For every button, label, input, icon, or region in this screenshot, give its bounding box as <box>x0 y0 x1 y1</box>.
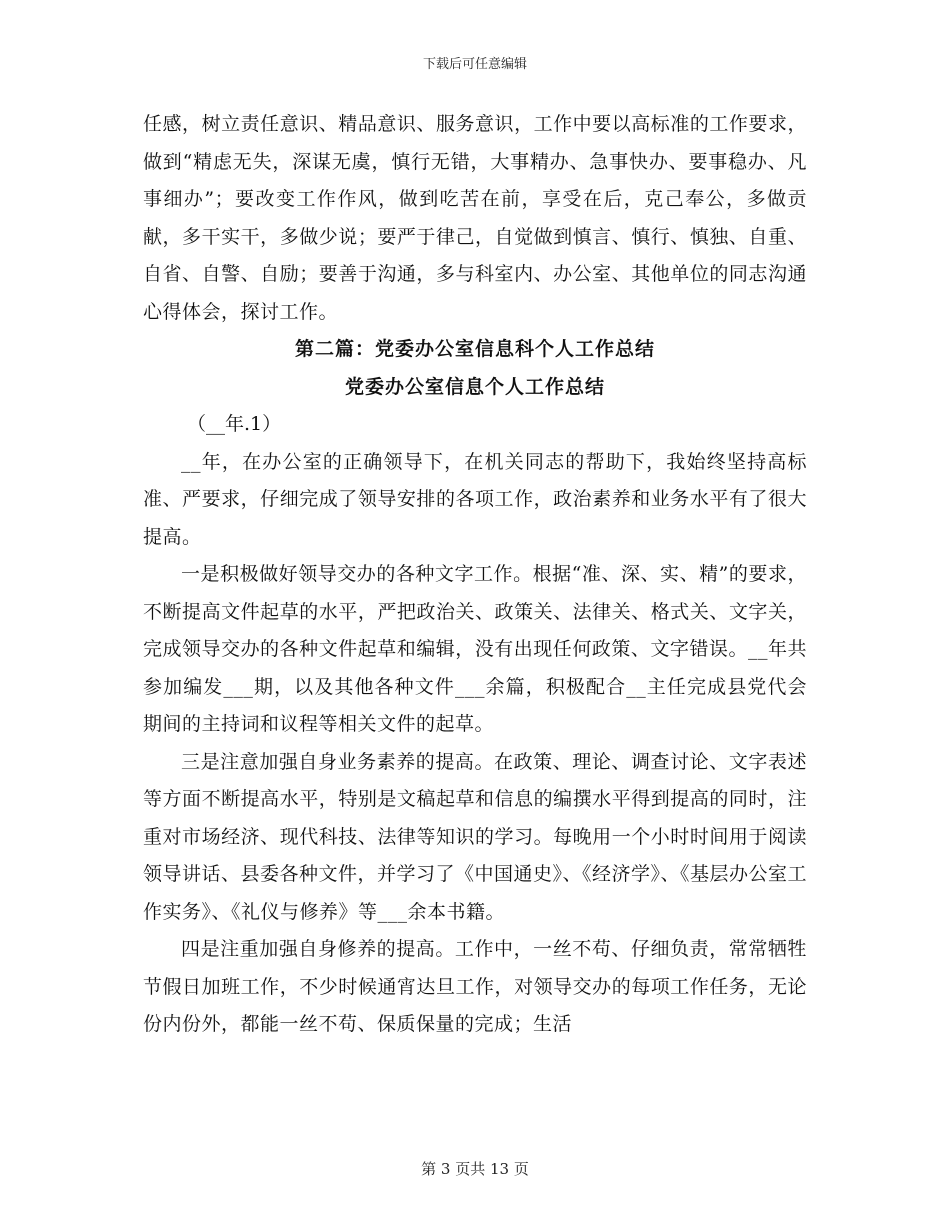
page-header-note: 下载后可任意编辑 <box>422 57 527 72</box>
page-number: 第 3 页共 13 页 <box>421 1160 529 1178</box>
paragraph-self-cultivation: 四是注重加强自身修养的提高。工作中，一丝不苟、仔细负责，常常牺牲节假日加班工作，不少时候通宵达旦工作，对领导交办的每项工作任务，无论份内份外，都能一丝不苟、保质保量的完成；生活 <box>143 938 807 1035</box>
paragraph-professional-study: 三是注意加强自身业务素养的提高。在政策、理论、调查讨论、文字表述等方面不断提高水平，特别是文稿起草和信息的编撰水平得到提高的同时，注重对市场经济、现代科技、法律等知识的学习。每晚用一个小时时间用于阅读领导讲话、县委各种文件，并学习了《中国通史》、《经济学》、《基层办公室工作实务》、《礼仪与修养》等___余本书籍。 <box>143 750 808 923</box>
section-heading: 第二篇：党委办公室信息科个人工作总结 <box>294 338 655 360</box>
date-line: （__年.1） <box>187 413 282 435</box>
document-title: 党委办公室信息个人工作总结 <box>344 375 605 398</box>
paragraph-writing-work: 一是积极做好领导交办的各种文字工作。根据“准、深、实、精”的要求，不断提高文件起草的水平，严把政治关、政策关、法律关、格式关、文字关，完成领导交办的各种文件起草和编辑，没有出现任何政策、文字错误。__年共参加编发___期，以及其他各种文件___余篇，积极配合__主任完成县党代会期间的主持词和议程等相关文件的起草。 <box>143 563 807 735</box>
document-body <box>143 106 807 1044</box>
paragraph-overview: __年，在办公室的正确领导下，在机关同志的帮助下，我始终坚持高标准、严要求，仔细完成了领导安排的各项工作，政治素养和业务水平有了很大提高。 <box>143 450 807 548</box>
intro-paragraph: 任感，树立责任意识、精品意识、服务意识，工作中要以高标准的工作要求，做到“精虑无失，深谋无虞，慎行无错，大事精办、急事快办、要事稳办、凡事细办”；要改变工作作风，做到吃苦在前，享受在后，克己奉公，多做贡献，多干实干，多做少说；要严于律己，自觉做到慎言、慎行、慎独、自重、自省、自警、自励；要善于沟通，多与科室内、办公室、其他单位的同志沟通心得体会，探讨工作。 <box>143 113 807 323</box>
